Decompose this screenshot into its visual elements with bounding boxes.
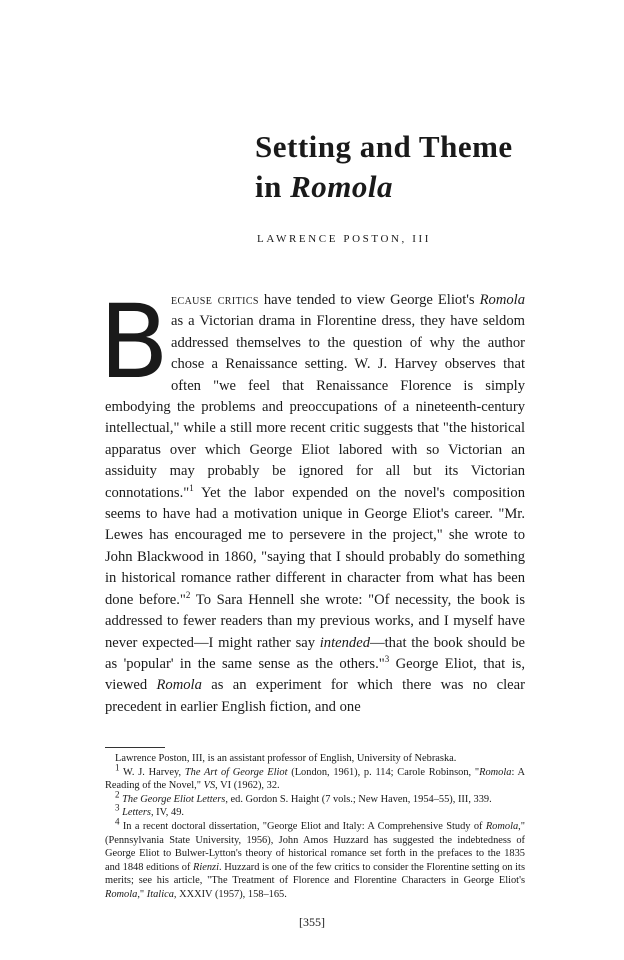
lead-in-caps: ecause critics [170, 292, 259, 308]
footnote-1 [105, 762, 525, 793]
footnote-number: 2 [115, 789, 120, 800]
footnote-italic: The Art of George Eliot [184, 766, 288, 778]
author-note: Lawrence Poston, III, is an assistant professor of English, University of Nebraska. [115, 753, 457, 764]
article-title [255, 129, 513, 205]
footnote-number: 4 [115, 816, 120, 827]
title-line-1: Setting and Theme [255, 129, 513, 164]
title-romola: Romola [290, 169, 394, 204]
body-segment: as a Victorian drama in Florentine dress, they have seldom addressed themselves to the question of why the author chose a Renaissance setting. W. J. Harvey observes that often "we feel that Renaissance Florence is simply embodying the problems and preoccupations of a nineteenth-century intellectual," while a still more recent critic suggests that "the historical apparatus over which George Eliot labored with so Victorian an assiduity may probably be ignored for all but its Victorian connotations." [105, 313, 525, 501]
title-in: in [255, 169, 291, 204]
footnote-text: . Huzzard is one of the few critics to consider the Florentine setting on its merits; see his article, "The Treatment of Florence and Florentine Characters in George Eliot's [105, 861, 525, 887]
drop-cap-letter: B [99, 283, 167, 402]
body-italic-romola: Romola [156, 677, 202, 694]
footnote-italic: Letters [122, 807, 151, 819]
footnote-ref-1[interactable]: 1 [189, 482, 194, 493]
footnotes [105, 752, 525, 902]
footnote-text: , ed. Gordon S. Haight (7 vols.; New Haven, 1954–55), III, 339. [225, 793, 492, 805]
body-segment: Yet the labor expended on the novel's composition seems to have had a motivation unique in George Eliot's career. "Mr. Lewes has encouraged me to persevere in the project," she wrote to John Blackwood in 1860, "saying that I should probably do something in historical romance rather different in character from what has been done before." [105, 484, 525, 608]
footnote-ref-3[interactable]: 3 [384, 654, 390, 665]
footnote-text: ," [137, 888, 147, 900]
footnote-italic: Romola [105, 888, 138, 900]
footnote-text: W. J. Harvey, [119, 766, 185, 778]
footnote-text: , VI (1962), 32. [215, 780, 280, 792]
footnote-text: : A Reading of the Novel," [105, 766, 525, 792]
body-text [99, 254, 526, 718]
page-number: [355] [299, 915, 325, 929]
footnote-italic: VS [203, 780, 216, 792]
footnote-italic: Rienzi [193, 861, 219, 873]
body-segment: To Sara Hennell she wrote: "Of necessity, the book is addressed to fewer readers than my previous works, and I myself have never expected—I might rather say [105, 591, 526, 651]
footnote-italic: Italica [146, 888, 174, 900]
footnote-text: , XXXIV (1957), 158–165. [173, 888, 287, 900]
body-segment: as an experiment for which there was no clear precedent in earlier English fiction, and one [105, 677, 525, 715]
footnote-rule [105, 747, 165, 748]
dropcap-spacer [105, 254, 525, 290]
body-italic-romola: Romola [479, 292, 526, 308]
body-segment: George Eliot, that is, viewed [105, 655, 525, 694]
footnote-2 [105, 789, 525, 807]
body-italic-intended: intended [319, 634, 371, 651]
footnote-number: 3 [115, 802, 120, 813]
footnote-italic: Romola [479, 766, 512, 778]
footnote-italic: Romola [485, 820, 519, 832]
footnote-text: ," (Pennsylvania State University, 1956), John Amos Huzzard has suggested the indebtedness of George Eliot to Bulwer-Lytton's theory of historical romance set forth in the prefaces to the 1835 and 1848 editions of [105, 820, 525, 873]
body-segment: have tended to view George Eliot's [258, 292, 480, 308]
body-segment: —that the book should be as 'popular' in the same sense as the others." [105, 634, 525, 672]
footnote-text: , IV, 49. [150, 807, 184, 819]
article-author: LAWRENCE POSTON, III [257, 233, 432, 245]
footnote-3 [105, 802, 525, 820]
footnote-4 [105, 816, 525, 902]
footnote-italic: The George Eliot Letters [122, 793, 226, 805]
footnote-text: In a recent doctoral dissertation, "George Eliot and Italy: A Comprehensive Study of [119, 820, 486, 832]
footnote-ref-2[interactable]: 2 [185, 589, 191, 600]
footnote-number: 1 [115, 762, 120, 773]
footnote-text: (London, 1961), p. 114; Carole Robinson, " [287, 766, 480, 778]
title-line-2 [255, 169, 513, 205]
